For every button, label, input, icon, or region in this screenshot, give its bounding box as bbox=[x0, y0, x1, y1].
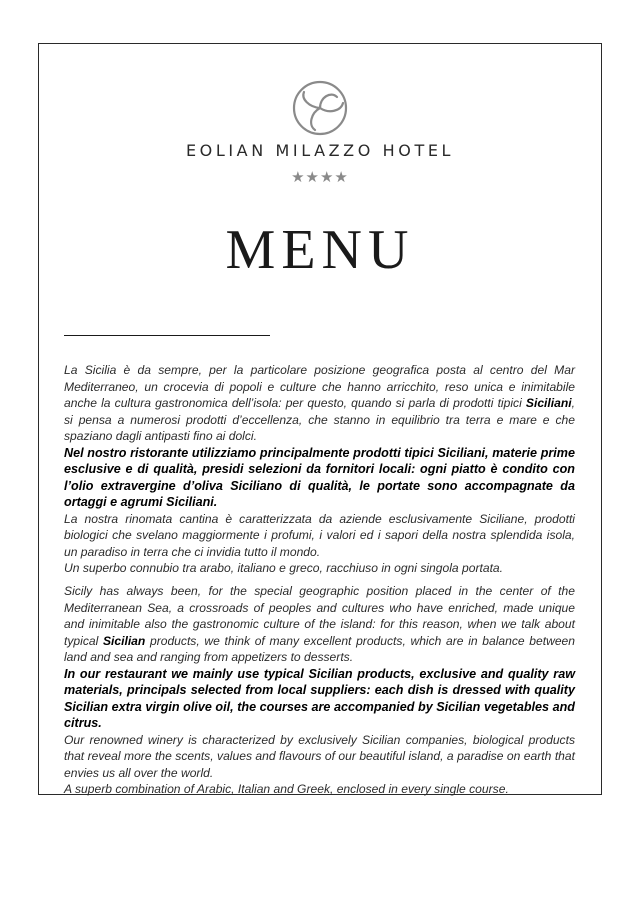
italian-paragraph-2: Nel nostro ristorante utilizziamo principalmente prodotti tipici Siciliani, materie prime esclusive e di qualità, presidi selezioni da fornitori locali: ogni piatto è condito con l’olio extravergine d’oliva Siciliano di qualità, le portate sono accompagnate da ortaggi e agrumi Siciliani. bbox=[64, 445, 575, 510]
star-rating: ★★★★ bbox=[291, 169, 349, 186]
divider bbox=[64, 335, 270, 336]
italian-intro bbox=[64, 362, 575, 577]
hotel-name: EOLIAN MILAZZO HOTEL bbox=[185, 141, 455, 160]
english-paragraph-3: Our renowned winery is characterized by exclusively Sicilian companies, biological products that reveal more the scents, values and flavours of our beautiful island, a paradise on earth that envies us all over the world. bbox=[64, 732, 575, 780]
english-intro bbox=[64, 583, 575, 798]
english-paragraph-4: A superb combination of Arabic, Italian and Greek, enclosed in every single course. bbox=[64, 782, 509, 797]
italian-paragraph-3: La nostra rinomata cantina è caratterizzata da aziende esclusivamente Siciliane, prodotti biologici che svelano maggiormente i profumi, i valori ed i sapori della nostra splendida isola, un paradiso in terra che ci invidia tutto il mondo. bbox=[64, 511, 575, 559]
triskelion-circle-logo-icon bbox=[291, 79, 349, 137]
english-paragraph-1: Sicily has always been, for the special geographic position placed in the center of the Mediterranean Sea, a crossroads of peoples and cultures who have enriched, made unique and inimitable also the gastronomic culture of the island: for this reason, when we talk about typical Sicilian products, we think of many excellent products, which are in balance between land and sea and ranging from appetizers to desserts. bbox=[64, 584, 576, 665]
english-paragraph-2: In our restaurant we mainly use typical Sicilian products, exclusive and quality raw materials, principals selected from local suppliers: each dish is dressed with quality Sicilian extra virgin olive oil, the courses are accompanied by Sicilian vegetables and citrus. bbox=[64, 666, 575, 731]
page-title: MENU bbox=[225, 219, 415, 281]
italian-paragraph-4: Un superbo connubio tra arabo, italiano e greco, racchiuso in ogni singola portata. bbox=[64, 561, 504, 576]
italian-paragraph-1: La Sicilia è da sempre, per la particolare posizione geografica posta al centro del Mar Mediterraneo, un crocevia di popoli e culture che hanno arricchito, reso unica e inimitabile anche la cultura gastronomica dell’isola: per questo, quando si parla di prodotti tipici Siciliani, si pensa a numerosi prodotti d’eccellenza, che stanno in equilibrio tra terra e mare e che spaziano dagli antipasti fino ai dolci. bbox=[64, 363, 575, 444]
